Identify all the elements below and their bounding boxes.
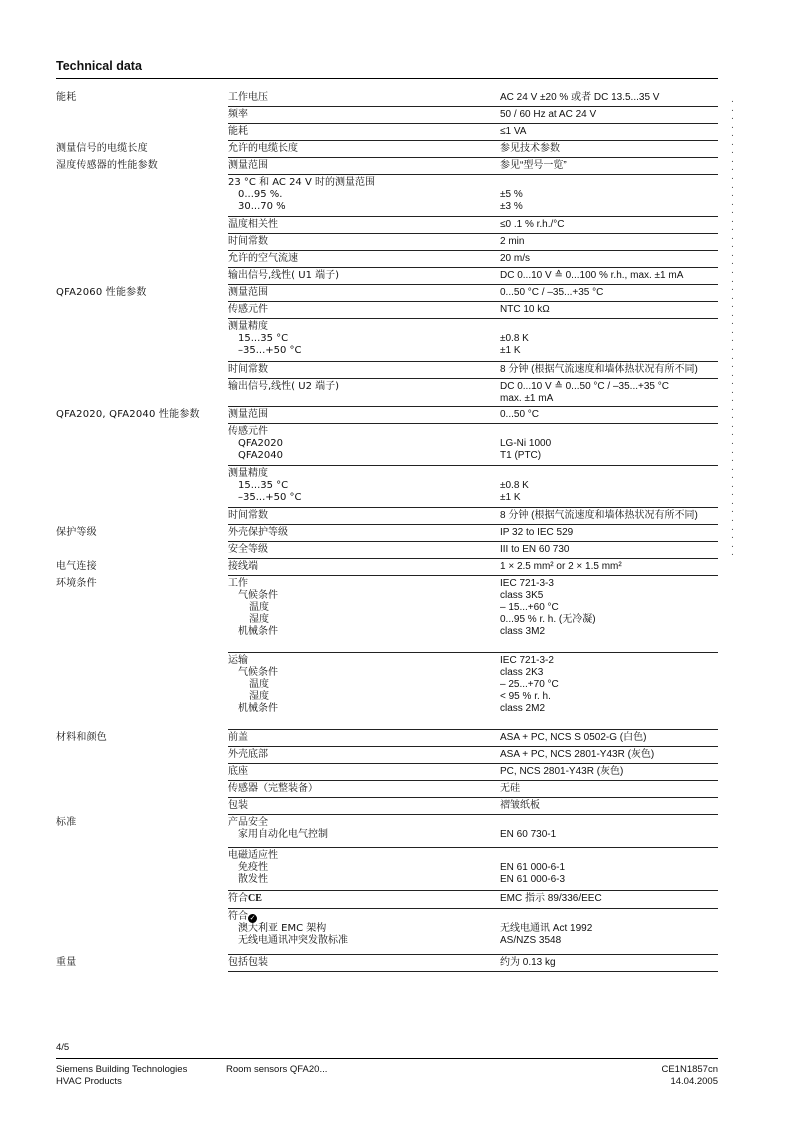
parameter-line: 接线端 — [228, 561, 258, 572]
value-cell — [500, 160, 718, 172]
margin-dot: . — [731, 274, 734, 285]
value-cell — [500, 426, 718, 462]
margin-dot: . — [731, 522, 734, 533]
margin-dot: . — [731, 351, 734, 362]
footer-company — [56, 1064, 187, 1088]
parameter-cell — [228, 527, 490, 539]
parameter-cell — [228, 409, 490, 421]
parameter-line: 前盖 — [228, 732, 248, 743]
value-cell — [500, 253, 718, 265]
parameter-line: 15...35 °C — [238, 333, 289, 344]
row-divider — [228, 971, 718, 972]
value-line: EMC 指示 89/336/EEC — [500, 893, 602, 904]
parameter-cell — [228, 364, 490, 376]
margin-dot: . — [731, 283, 734, 294]
table-row — [0, 285, 793, 302]
section-label: QFA2020, QFA2040 性能参数 — [56, 409, 200, 420]
value-line — [500, 911, 718, 923]
value-cell — [500, 287, 718, 299]
parameter-line: QFA2020 — [238, 438, 283, 449]
parameter-line: 气候条件 — [238, 667, 278, 678]
table-row — [0, 522, 793, 542]
parameter-line: 无线电通讯冲突发散标准 — [238, 935, 348, 946]
table-row — [0, 466, 793, 508]
value-line: ±5 % — [500, 189, 523, 200]
value-line: IP 32 to IEC 529 — [500, 527, 574, 538]
parameter-line: 测量范围 — [228, 409, 268, 420]
parameter-line: 湿度 — [249, 691, 269, 702]
value-line: NTC 10 kΩ — [500, 304, 550, 315]
value-line: 8 分钟 (根据气流速度和墙体热状况有所不同) — [500, 510, 698, 521]
value-line — [500, 177, 718, 189]
parameter-cell — [228, 655, 490, 715]
margin-dot: . — [731, 197, 734, 208]
parameter-cell — [228, 126, 490, 138]
value-line: class 2M2 — [500, 703, 546, 714]
value-line: ≤0 .1 % r.h./°C — [500, 219, 565, 230]
parameter-cell — [228, 783, 490, 795]
parameter-line: 传感元件 — [228, 304, 268, 315]
margin-dot: . — [731, 163, 734, 174]
value-line: EN 60 730-1 — [500, 829, 557, 840]
value-line — [500, 850, 718, 862]
parameter-line: 免疫性 — [238, 862, 268, 873]
parameter-cell — [228, 143, 490, 155]
value-line: LG-Ni 1000 — [500, 438, 552, 449]
value-line: 参见技术参数 — [500, 143, 560, 154]
parameter-line: 运输 — [228, 655, 248, 666]
parameter-cell — [228, 177, 490, 213]
value-cell — [500, 783, 718, 795]
parameter-line: 温度 — [249, 679, 269, 690]
parameter-line: 底座 — [228, 766, 248, 777]
value-line: class 3K5 — [500, 590, 544, 601]
parameter-line: 机械条件 — [238, 626, 278, 637]
parameter-cell — [228, 893, 490, 905]
parameter-line: 传感器（完整装备） — [228, 783, 318, 794]
value-cell — [500, 381, 718, 405]
parameter-line: 传感元件 — [228, 426, 268, 437]
value-line: 1 × 2.5 mm² or 2 × 1.5 mm² — [500, 561, 622, 572]
table-row — [0, 955, 793, 972]
value-cell — [500, 850, 718, 886]
value-line: ±0.8 K — [500, 480, 529, 491]
margin-dot: . — [731, 300, 734, 311]
footer-divider — [56, 1058, 718, 1059]
margin-dot: . — [731, 206, 734, 217]
table-row — [0, 124, 793, 141]
margin-dot: . — [731, 189, 734, 200]
margin-dot: . — [731, 266, 734, 276]
margin-dot: . — [731, 360, 734, 371]
table-row — [0, 407, 793, 424]
parameter-cell — [228, 321, 490, 357]
value-cell — [500, 219, 718, 231]
value-line: 50 / 60 Hz at AC 24 V — [500, 109, 597, 120]
value-line: max. ±1 mA — [500, 393, 554, 404]
parameter-cell — [228, 510, 490, 522]
margin-dot: . — [731, 377, 734, 388]
margin-dot: . — [731, 95, 734, 105]
section-label: 重量 — [56, 957, 77, 968]
value-line: IEC 721-3-2 — [500, 655, 554, 666]
value-cell — [500, 270, 718, 282]
value-line: EN 61 000-6-3 — [500, 874, 566, 885]
table-row — [0, 302, 793, 319]
value-line: 20 m/s — [500, 253, 531, 264]
parameter-line: 23 °C 和 AC 24 V 时的测量范围 — [228, 177, 375, 188]
value-cell — [500, 321, 718, 357]
margin-dot: . — [731, 154, 734, 165]
section-label: 材料和颜色 — [56, 732, 107, 743]
section-label: 湿度传感器的性能参数 — [56, 160, 158, 171]
margin-dot: . — [731, 240, 734, 251]
margin-dot: . — [731, 325, 734, 336]
parameter-cell — [228, 957, 490, 969]
margin-dot: . — [731, 342, 734, 353]
parameter-line: 气候条件 — [238, 590, 278, 601]
parameter-line: 产品安全 — [228, 817, 268, 828]
table-row — [0, 175, 793, 217]
value-line: ±0.8 K — [500, 333, 529, 344]
section-label: 能耗 — [56, 92, 77, 103]
page-number: 4/5 — [56, 1042, 70, 1053]
margin-dot: . — [731, 411, 734, 422]
c-tick-mark-icon: ✓ — [249, 914, 256, 922]
parameter-cell — [228, 766, 490, 778]
value-cell — [500, 800, 718, 812]
parameter-cell — [228, 561, 490, 573]
margin-dot: . — [731, 394, 734, 405]
value-line — [500, 321, 718, 333]
value-line: ≤1 VA — [500, 126, 527, 137]
value-cell — [500, 364, 718, 376]
parameter-cell — [228, 92, 490, 104]
parameter-line: 15...35 °C — [238, 480, 289, 491]
parameter-line: 湿度 — [249, 614, 269, 625]
value-line: PC, NCS 2801-Y43R (灰色) — [500, 766, 624, 777]
margin-dot: . — [731, 137, 734, 148]
table-row — [0, 539, 793, 559]
value-line: – 15...+60 °C — [500, 602, 559, 613]
value-line: class 3M2 — [500, 626, 546, 637]
value-line: AS/NZS 3548 — [500, 935, 562, 946]
margin-dot: . — [731, 462, 734, 473]
parameter-cell — [228, 109, 490, 121]
footer-doc-info — [560, 1064, 718, 1088]
margin-dot: . — [731, 180, 734, 191]
margin-dot: . — [731, 308, 734, 319]
parameter-line: 测量精度 — [228, 468, 268, 479]
margin-dot: . — [731, 548, 734, 559]
value-line — [500, 817, 718, 829]
parameter-cell — [228, 468, 490, 504]
value-cell — [500, 957, 718, 969]
table-row — [0, 653, 793, 730]
value-cell — [500, 749, 718, 761]
parameter-line: 散发性 — [238, 874, 268, 885]
margin-dot: . — [731, 539, 734, 550]
value-line: class 2K3 — [500, 667, 544, 678]
table-row — [0, 730, 793, 747]
value-line: 约为 0.13 kg — [500, 957, 556, 968]
footer-doc-id: CE1N1857cn — [661, 1064, 718, 1075]
margin-dot: . — [731, 103, 734, 114]
parameter-line: 30...70 % — [238, 201, 286, 212]
value-line: DC 0...10 V ≙ 0...100 % r.h., max. ±1 mA — [500, 270, 684, 281]
value-line: III to EN 60 730 — [500, 544, 570, 555]
value-cell — [500, 510, 718, 522]
footer-date: 14.04.2005 — [670, 1076, 718, 1087]
margin-dot: . — [731, 334, 734, 345]
parameter-line: 时间常数 — [228, 364, 268, 375]
value-cell — [500, 126, 718, 138]
parameter-line: QFA2040 — [238, 450, 283, 461]
value-cell — [500, 561, 718, 573]
parameter-cell — [228, 381, 490, 393]
table-row — [0, 379, 793, 407]
value-line: < 95 % r. h. — [500, 691, 551, 702]
value-line: T1 (PTC) — [500, 450, 542, 461]
margin-dot: . — [731, 437, 734, 447]
value-line: 0...50 °C — [500, 409, 540, 420]
value-cell — [500, 655, 718, 715]
parameter-line: 输出信号,线性( U2 端子) — [228, 381, 340, 392]
value-cell — [500, 766, 718, 778]
table-row — [0, 747, 793, 764]
value-cell — [500, 236, 718, 248]
value-line: IEC 721-3-3 — [500, 578, 554, 589]
table-row — [0, 268, 793, 285]
table-row — [0, 764, 793, 781]
table-row — [0, 214, 793, 234]
parameter-cell — [228, 817, 490, 841]
parameter-line: 测量范围 — [228, 287, 268, 298]
margin-dot: . — [731, 317, 734, 328]
parameter-line: 允许的空气流速 — [228, 253, 298, 264]
value-line: AC 24 V ±20 % 或者 DC 13.5...35 V — [500, 92, 660, 103]
margin-dot: . — [731, 231, 734, 242]
value-cell — [500, 527, 718, 539]
value-line: ±1 K — [500, 345, 521, 356]
margin-dot: . — [731, 505, 734, 516]
value-cell — [500, 143, 718, 155]
table-row — [0, 815, 793, 848]
table-row — [0, 891, 793, 909]
parameter-line: 温度 — [249, 602, 269, 613]
value-line: 无线电通讯 Act 1992 — [500, 923, 593, 934]
margin-dot: . — [731, 146, 734, 157]
parameter-line: 工作 — [228, 578, 248, 589]
parameter-cell — [228, 544, 490, 556]
parameter-cell — [228, 749, 490, 761]
value-line: ASA + PC, NCS 2801-Y43R (灰色) — [500, 749, 655, 760]
margin-dot: . — [731, 129, 734, 140]
parameter-line: 安全等级 — [228, 544, 268, 555]
parameter-cell — [228, 578, 490, 638]
parameter-line: 允许的电缆长度 — [228, 143, 298, 154]
value-cell — [500, 304, 718, 316]
margin-dot: . — [731, 257, 734, 268]
value-line: 0...50 °C / –35...+35 °C — [500, 287, 604, 298]
section-label: 保护等级 — [56, 527, 97, 538]
footer-company-line2: HVAC Products — [56, 1076, 122, 1087]
value-cell — [500, 732, 718, 744]
table-row — [0, 909, 793, 955]
value-line — [500, 468, 718, 480]
table-row — [0, 576, 793, 653]
value-cell — [500, 409, 718, 421]
table-row — [0, 90, 793, 107]
value-line: DC 0...10 V ≙ 0...50 °C / –35...+35 °C — [500, 381, 669, 392]
margin-dot: . — [731, 112, 734, 123]
value-cell — [500, 817, 718, 841]
table-row — [0, 231, 793, 251]
parameter-line: 机械条件 — [238, 703, 278, 714]
table-row — [0, 798, 793, 815]
margin-dot: . — [731, 513, 734, 524]
margin-dot: . — [731, 496, 734, 507]
parameter-line: 工作电压 — [228, 92, 268, 103]
parameter-line: 符合 ✓ — [228, 911, 256, 922]
parameter-cell — [228, 236, 490, 248]
table-row — [0, 158, 793, 175]
margin-dot: . — [731, 445, 734, 456]
section-label: 环境条件 — [56, 578, 97, 589]
parameter-cell — [228, 800, 490, 812]
table-row — [0, 362, 793, 379]
table-row — [0, 508, 793, 525]
value-cell — [500, 468, 718, 504]
parameter-cell — [228, 911, 490, 947]
margin-dot: . — [731, 428, 734, 439]
section-label: 测量信号的电缆长度 — [56, 143, 148, 154]
value-line: 参见“型号一览” — [500, 160, 567, 171]
parameter-cell — [228, 160, 490, 172]
title-divider — [56, 78, 718, 79]
value-cell — [500, 544, 718, 556]
value-line: ASA + PC, NCS S 0502-G (白色) — [500, 732, 647, 743]
value-line: ±1 K — [500, 492, 521, 503]
margin-dot: . — [731, 171, 734, 182]
parameter-line: 外壳保护等级 — [228, 527, 288, 538]
parameter-line: 包装 — [228, 800, 248, 811]
value-line: 褶皱纸板 — [500, 800, 540, 811]
value-line: 2 min — [500, 236, 525, 247]
parameter-line: –35...+50 °C — [238, 492, 302, 503]
value-line: EN 61 000-6-1 — [500, 862, 566, 873]
margin-dot: . — [731, 419, 734, 430]
margin-dot: . — [731, 368, 734, 379]
table-row — [0, 319, 793, 362]
parameter-line: 输出信号,线性( U1 端子) — [228, 270, 340, 281]
section-label: 标准 — [56, 817, 77, 828]
margin-dot: . — [731, 248, 734, 259]
table-row — [0, 141, 793, 158]
parameter-line: 电磁适应性 — [228, 850, 278, 861]
margin-dot: . — [731, 402, 734, 413]
value-line: 0...95 % r. h. (无冷凝) — [500, 614, 596, 625]
parameter-line: –35...+50 °C — [238, 345, 302, 356]
value-cell — [500, 109, 718, 121]
value-line: ±3 % — [500, 201, 523, 212]
margin-dot: . — [731, 454, 734, 465]
parameter-cell — [228, 304, 490, 316]
page-title: Technical data — [56, 59, 142, 73]
table-row — [0, 559, 793, 576]
parameter-line: 测量精度 — [228, 321, 268, 332]
parameter-line: 包括包装 — [228, 957, 268, 968]
parameter-line: 家用自动化电气控制 — [238, 829, 328, 840]
parameter-cell — [228, 426, 490, 462]
parameter-line: 时间常数 — [228, 236, 268, 247]
ce-mark-icon: CE — [248, 893, 262, 904]
parameter-line: 测量范围 — [228, 160, 268, 171]
parameter-cell — [228, 253, 490, 265]
margin-dot: . — [731, 531, 734, 542]
margin-dot: . — [731, 291, 734, 302]
parameter-cell — [228, 850, 490, 886]
parameter-line: 时间常数 — [228, 510, 268, 521]
parameter-line: 澳大利亚 EMC 架构 — [238, 923, 327, 934]
value-cell — [500, 92, 718, 104]
value-line: 8 分钟 (根据气流速度和墙体热状况有所不同) — [500, 364, 698, 375]
section-label: QFA2060 性能参数 — [56, 287, 147, 298]
value-line: 无硅 — [500, 783, 520, 794]
margin-dot: . — [731, 488, 734, 499]
value-line: – 25...+70 °C — [500, 679, 559, 690]
value-line — [500, 426, 718, 438]
parameter-line: 0...95 %. — [238, 189, 283, 200]
table-row — [0, 248, 793, 268]
margin-dot: . — [731, 120, 734, 131]
parameter-cell — [228, 732, 490, 744]
margin-dot: . — [731, 479, 734, 490]
parameter-line: 符合CE — [228, 893, 262, 904]
table-row — [0, 848, 793, 891]
footer-product: Room sensors QFA20... — [226, 1064, 328, 1075]
margin-dot: . — [731, 471, 734, 482]
parameter-cell — [228, 270, 490, 282]
margin-dot: . — [731, 223, 734, 234]
footer-company-line1: Siemens Building Technologies — [56, 1064, 188, 1075]
section-label: 电气连接 — [56, 561, 97, 572]
value-cell — [500, 177, 718, 213]
parameter-line: 温度相关性 — [228, 219, 278, 230]
parameter-line: 频率 — [228, 109, 248, 120]
margin-dot: . — [731, 385, 734, 396]
parameter-cell — [228, 219, 490, 231]
table-row — [0, 107, 793, 124]
parameter-line: 能耗 — [228, 126, 248, 137]
table-row — [0, 781, 793, 798]
value-cell — [500, 578, 718, 638]
value-cell — [500, 893, 718, 905]
table-row — [0, 424, 793, 466]
parameter-line: 外壳底部 — [228, 749, 268, 760]
value-cell — [500, 911, 718, 947]
margin-dot: . — [731, 214, 734, 225]
parameter-cell — [228, 287, 490, 299]
